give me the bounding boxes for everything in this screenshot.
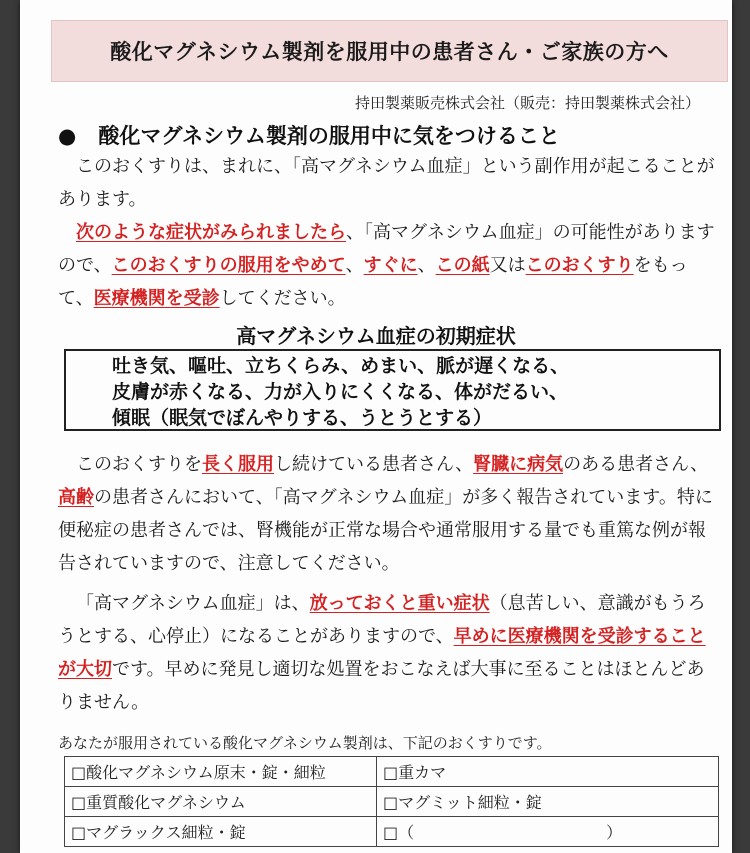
- red-emphasis: 長く服用: [202, 454, 274, 475]
- body-text: 「高マグネシウム血症」は、: [76, 593, 310, 614]
- symptom-line: 皮膚が赤くなる、力が入りにくくなる、体がだるい、: [112, 381, 569, 403]
- intro-text: このおくすりは、まれに、「高マグネシウム血症」という副作用が起こることがあります。: [58, 156, 715, 210]
- body-text: し続けている患者さん、: [274, 454, 474, 475]
- red-emphasis: このおくすりの服用をやめて: [111, 255, 346, 276]
- table-cell: □酸化マグネシウム原末・錠・細粒: [65, 757, 377, 787]
- body-text: 、「高マグネシウム血症」の可能性がありますので、: [58, 222, 715, 276]
- symptom-line: 傾眠（眠気でぼんやりする、うとうとする）: [112, 407, 493, 429]
- table-cell: □重質酸化マグネシウム: [65, 787, 377, 817]
- body-text: （息苦しい、意識がもうろうとする、心停止）になることがありますので、: [58, 593, 706, 647]
- red-emphasis: この紙: [435, 255, 490, 276]
- title-banner: [51, 20, 728, 82]
- table-cell: □（ ）: [377, 817, 719, 847]
- table-cell: □重カマ: [377, 757, 719, 787]
- body-text: です。早めに発見し適切な処置をおこなえば大事に至ることはほとんどありません。: [58, 659, 705, 713]
- red-emphasis: 医療機関を受診: [93, 288, 220, 309]
- publisher: 持田製薬販売株式会社（販売：持田製薬株式会社）: [354, 94, 700, 112]
- section-heading: [58, 120, 560, 150]
- body-text: 又は: [489, 255, 526, 276]
- symptoms-box: [64, 349, 721, 431]
- table-row: [65, 787, 719, 817]
- body-text: このおくすりを: [76, 454, 202, 475]
- body-text: 、: [417, 255, 436, 276]
- warning-paragraph: [58, 216, 720, 315]
- danger-paragraph: [58, 587, 720, 719]
- intro-paragraph: [58, 150, 720, 216]
- medication-note: あなたが服用されている酸化マグネシウム製剤は、下記のおくすりです。: [58, 734, 552, 752]
- body-text: してください。: [219, 288, 346, 309]
- body-text: 、: [345, 255, 364, 276]
- risk-paragraph: [58, 448, 720, 580]
- red-emphasis: このおくすり: [525, 255, 634, 276]
- red-emphasis: すぐに: [363, 255, 418, 276]
- medication-table: [64, 756, 719, 847]
- red-emphasis: 放っておくと重い症状: [309, 593, 490, 614]
- symptoms-title: 高マグネシウム血症の初期症状: [236, 324, 516, 348]
- document-page: [20, 0, 732, 853]
- body-text: のある患者さん、: [563, 454, 709, 475]
- red-emphasis: 高齢: [58, 487, 94, 508]
- table-cell: □マグミット細粒・錠: [377, 787, 719, 817]
- body-text: の患者さんにおいて、「高マグネシウム血症」が多く報告されています。特に便秘症の患者さんでは、腎機能が正常な場合や通常服用する量でも重篤な例が報告されていますので、注意してください。: [58, 487, 713, 574]
- bullet-icon: ●: [58, 124, 77, 148]
- section-heading-text: 酸化マグネシウム製剤の服用中に気をつけること: [98, 124, 560, 148]
- red-emphasis: 早めに医療機関を受診することが大切: [58, 626, 706, 680]
- red-emphasis: 次のような症状がみられましたら: [76, 222, 346, 243]
- table-row: [65, 817, 719, 847]
- red-emphasis: 腎臓に病気: [473, 454, 564, 475]
- symptom-line: 吐き気、嘔吐、立ちくらみ、めまい、脈が遅くなる、: [112, 355, 570, 377]
- page-title: 酸化マグネシウム製剤を服用中の患者さん・ご家族の方へ: [110, 40, 669, 64]
- table-row: [65, 757, 719, 787]
- body-text: をもって、: [58, 255, 688, 309]
- table-cell: □マグラックス細粒・錠: [65, 817, 377, 847]
